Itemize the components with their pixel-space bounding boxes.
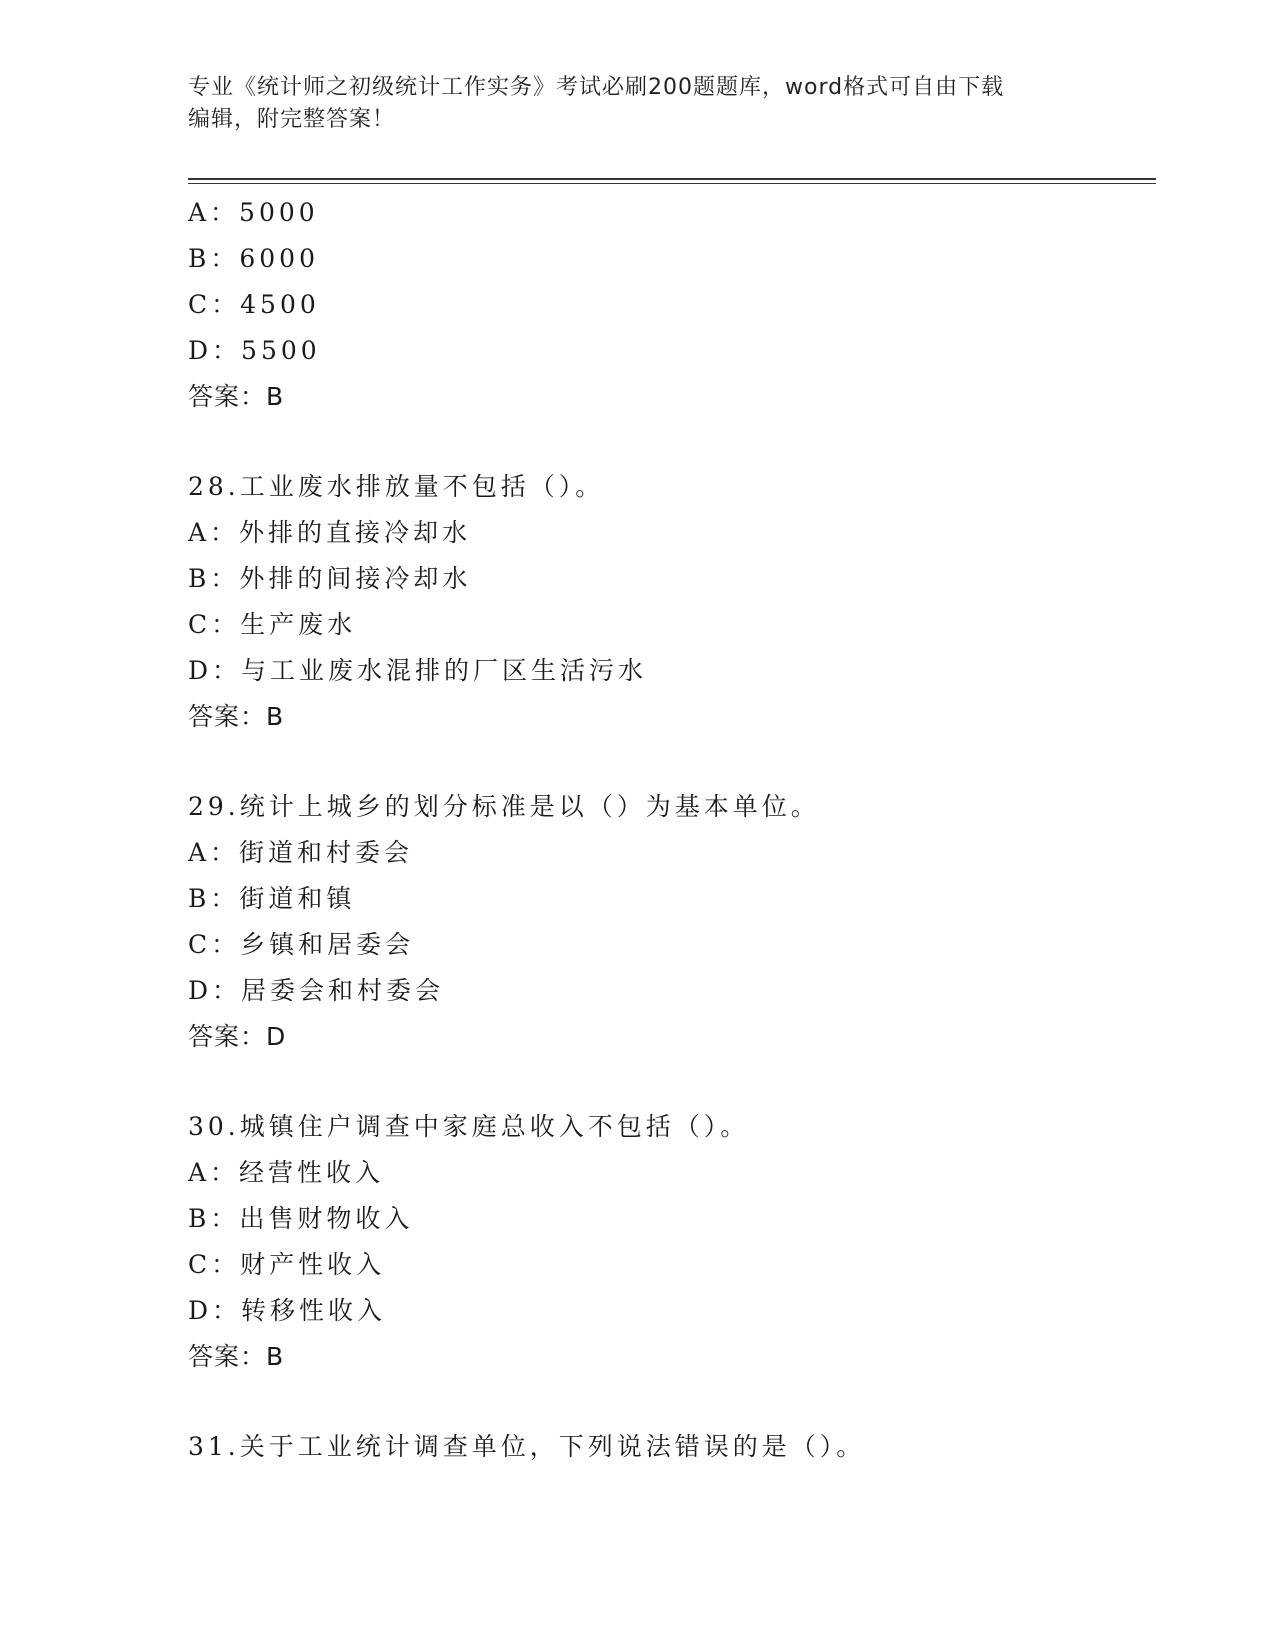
option-b: B：外排的间接冷却水 [188, 564, 472, 593]
option-a: A：5000 [188, 198, 319, 227]
question-text: 31.关于工业统计调查单位，下列说法错误的是（）。 [188, 1432, 866, 1461]
question-text: 29.统计上城乡的划分标准是以（）为基本单位。 [188, 792, 820, 821]
option-c: C：财产性收入 [188, 1250, 386, 1279]
question-block-27 [188, 190, 1148, 420]
header-rule-thick [188, 178, 1156, 180]
answer: 答案：B [188, 1342, 285, 1371]
header-rule-thin [188, 183, 1156, 184]
option-d: D：与工业废水混排的厂区生活污水 [188, 656, 648, 685]
question-block-30 [188, 1104, 1148, 1380]
document-header [188, 72, 1088, 136]
question-text: 30.城镇住户调查中家庭总收入不包括（）。 [188, 1112, 750, 1141]
header-line-2: 编辑，附完整答案！ [188, 107, 396, 132]
option-b: B：6000 [188, 244, 319, 273]
answer: 答案：B [188, 702, 285, 731]
option-b: B：出售财物收入 [188, 1204, 414, 1233]
option-c: C：乡镇和居委会 [188, 930, 415, 959]
answer: 答案：B [188, 382, 285, 411]
header-line-1: 专业《统计师之初级统计工作实务》考试必刷200题题库，word格式可自由下载 [188, 75, 1005, 100]
question-text: 28.工业废水排放量不包括（）。 [188, 472, 605, 501]
option-d: D：转移性收入 [188, 1296, 387, 1325]
option-a: A：经营性收入 [188, 1158, 385, 1187]
option-d: D：5500 [188, 336, 321, 365]
option-b: B：街道和镇 [188, 884, 356, 913]
answer: 答案：D [188, 1022, 287, 1051]
option-c: C：生产废水 [188, 610, 357, 639]
question-block-28 [188, 464, 1148, 740]
question-list [188, 190, 1148, 1470]
option-d: D：居委会和村委会 [188, 976, 445, 1005]
question-block-29 [188, 784, 1148, 1060]
question-block-31 [188, 1424, 1148, 1470]
option-a: A：外排的直接冷却水 [188, 518, 472, 547]
option-c: C：4500 [188, 290, 320, 319]
option-a: A：街道和村委会 [188, 838, 414, 867]
